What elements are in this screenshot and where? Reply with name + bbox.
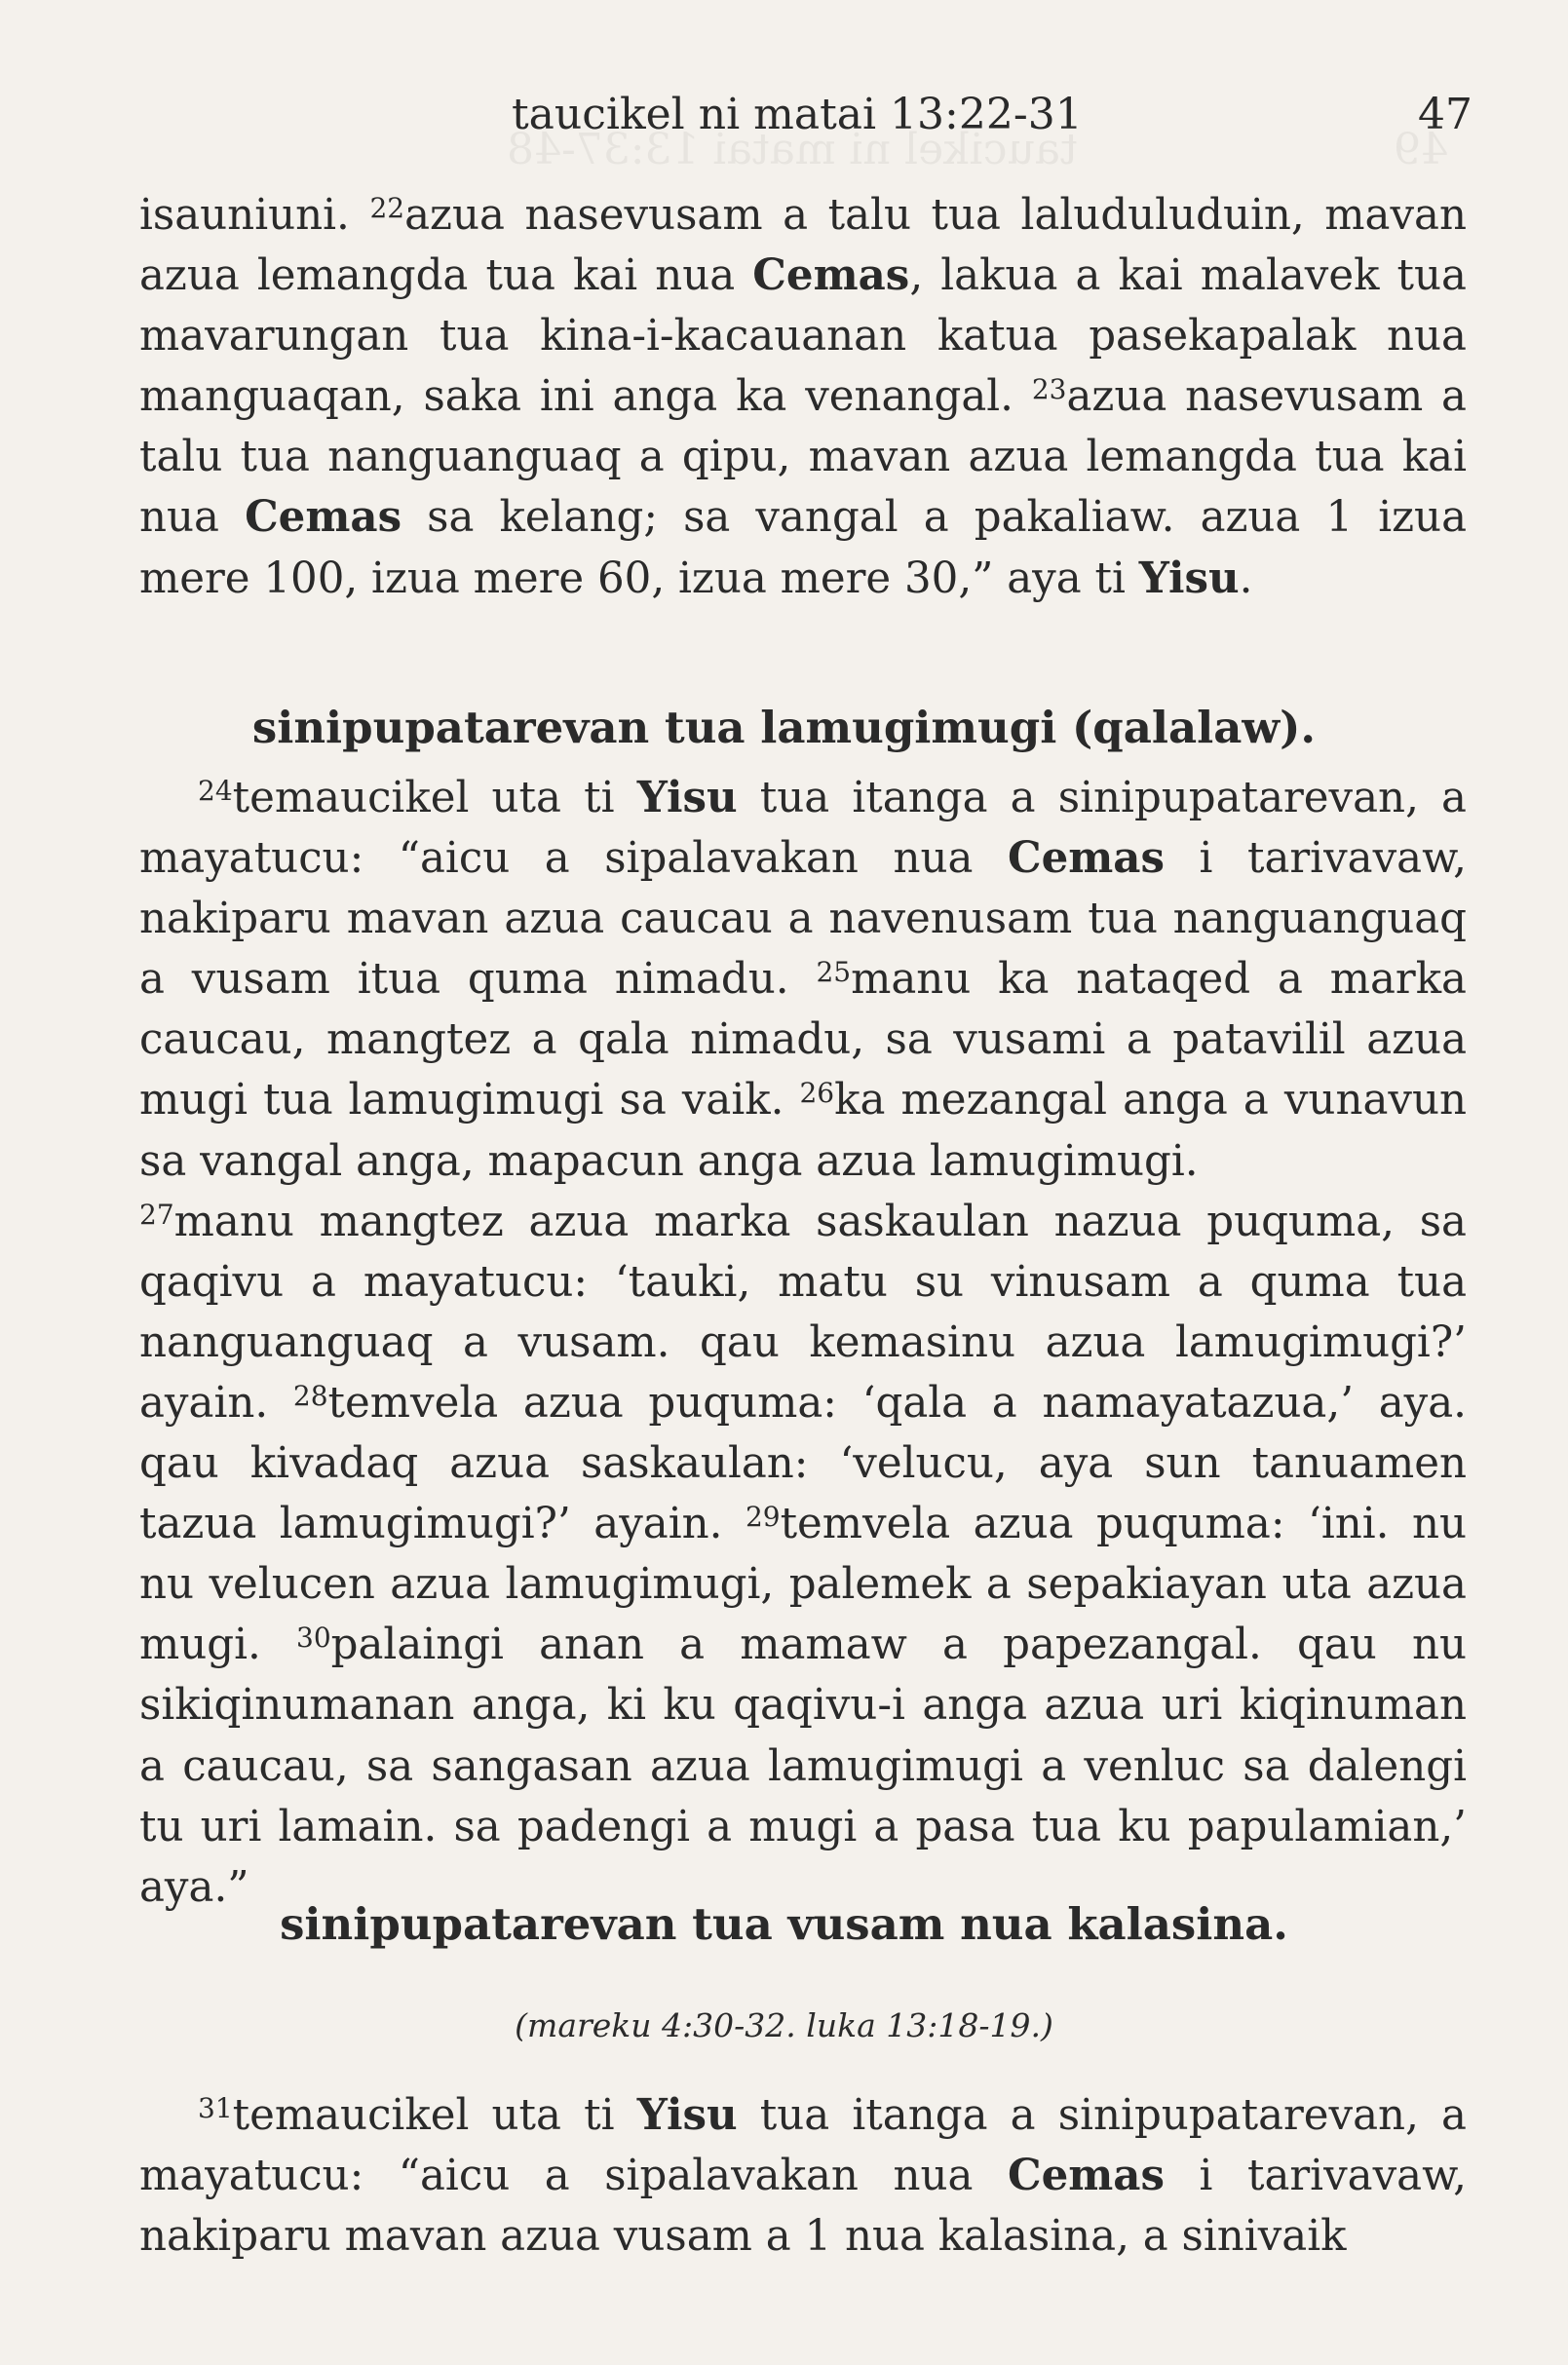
paragraph-verses-22-23 — [139, 185, 1467, 609]
verse-number: 29 — [745, 1501, 781, 1534]
verse-text: palaingi anan a mamaw a papezangal. qau nu sikiqinumanan anga, ki ku qaqivu-i anga azua uri kiqinuman a caucau, sa sangasan azua lamugimugi a venluc sa dalengi tu uri lamain. sa padengi a mugi a pasa tua ku papulamian,’ aya.” — [139, 1621, 1467, 1912]
name-yisu: Yisu — [1138, 553, 1240, 603]
name-cemas: Cemas — [245, 492, 402, 543]
paragraph-verse-31 — [139, 2085, 1467, 2267]
continued-text: isauniuni. — [139, 191, 370, 240]
bleed-through-page-number: 49 — [1394, 125, 1448, 174]
paragraph-verses-24-30 — [139, 768, 1467, 1918]
verse-text: temvela azua puquma: ‘qala a namayatazua,’ aya. qau kivadaq azua saskaulan: ‘velucu, aya sun tanuamen tazua lamugimugi?’ ayain. — [139, 1378, 1467, 1549]
verse-text: tua itanga a sinipupatarevan, a mayatucu: “aicu a sipalavakan nua — [139, 774, 1467, 884]
verse-text: . — [1239, 553, 1253, 603]
verse-text: temaucikel uta ti — [232, 774, 637, 822]
name-cemas: Cemas — [1007, 833, 1165, 884]
section-heading: sinipupatarevan tua vusam nua kalasina. — [280, 1898, 1288, 1950]
verse-number: 25 — [816, 956, 852, 989]
verse-text: manu mangtez azua marka saskaulan nazua puquma, sa qaqivu a mayatucu: ‘tauki, matu su vinusam a quma tua nanguanguaq a vusam. qau kemasinu azua lamugimugi?’ ayain. — [139, 1197, 1467, 1428]
verse-text: ka mezangal anga a vunavun sa vangal anga, mapacun anga azua lamugimugi. — [139, 1076, 1467, 1186]
verse-text: i tarivavaw, nakiparu mavan azua vusam a 1 nua kalasina, a sinivaik — [139, 2152, 1468, 2262]
bleed-through-head: taucikel ni matai 13:37-48 — [507, 125, 1078, 174]
verse-number: 28 — [292, 1379, 328, 1412]
name-yisu: Yisu — [636, 2090, 738, 2140]
verse-text: temaucikel uta ti — [232, 2091, 637, 2140]
section-heading: sinipupatarevan tua lamugimugi (qalalaw). — [251, 702, 1317, 753]
verse-text: azua nasevusam a talu tua laluduluduin, mavan azua lemangda tua kai nua — [139, 191, 1467, 301]
verse-text: sa kelang; sa vangal a pakaliaw. azua 1 izua mere 100, izua mere 60, izua mere 30,” aya ti — [139, 493, 1467, 603]
name-cemas: Cemas — [1007, 2151, 1165, 2201]
verse-number: 30 — [296, 1621, 331, 1655]
verse-number: 24 — [198, 775, 233, 807]
cross-reference: (mareku 4:30-32. luka 13:18-19.) — [515, 2006, 1053, 2044]
verse-text: azua nasevusam a talu tua nanguanguaq a qipu, mavan azua lemangda tua kai nua — [139, 372, 1467, 543]
running-head-title: taucikel ni matai 13:22-31 — [512, 90, 1083, 139]
verse-number: 22 — [369, 192, 405, 224]
verse-number: 31 — [198, 2092, 233, 2124]
verse-text: i tarivavaw, nakiparu mavan azua caucau a navenusam tua nanguanguaq a vusam itua quma nimadu. — [139, 834, 1468, 1005]
verse-text: manu ka nataqed a marka caucau, mangtez a qala nimadu, sa vusami a patavilil azua mugi tua lamugimugi sa vaik. — [139, 955, 1467, 1125]
verse-number: 23 — [1031, 373, 1067, 406]
verse-number: 26 — [799, 1077, 835, 1110]
verse-text: temvela azua puquma: ‘ini. nu nu velucen azua lamugimugi, palemek a sepakiayan uta azua mugi. — [139, 1500, 1467, 1670]
verse-text: , lakua a kai malavek tua mavarungan tua kina-i-kacauanan katua pasekapalak nua manguaqan, saka ini anga ka venangal. — [139, 251, 1467, 422]
page-number: 47 — [1418, 90, 1472, 139]
verse-text: tua itanga a sinipupatarevan, a mayatucu: “aicu a sipalavakan nua — [139, 2091, 1467, 2201]
name-yisu: Yisu — [636, 773, 738, 822]
name-cemas: Cemas — [752, 250, 910, 301]
verse-number: 27 — [139, 1198, 174, 1231]
